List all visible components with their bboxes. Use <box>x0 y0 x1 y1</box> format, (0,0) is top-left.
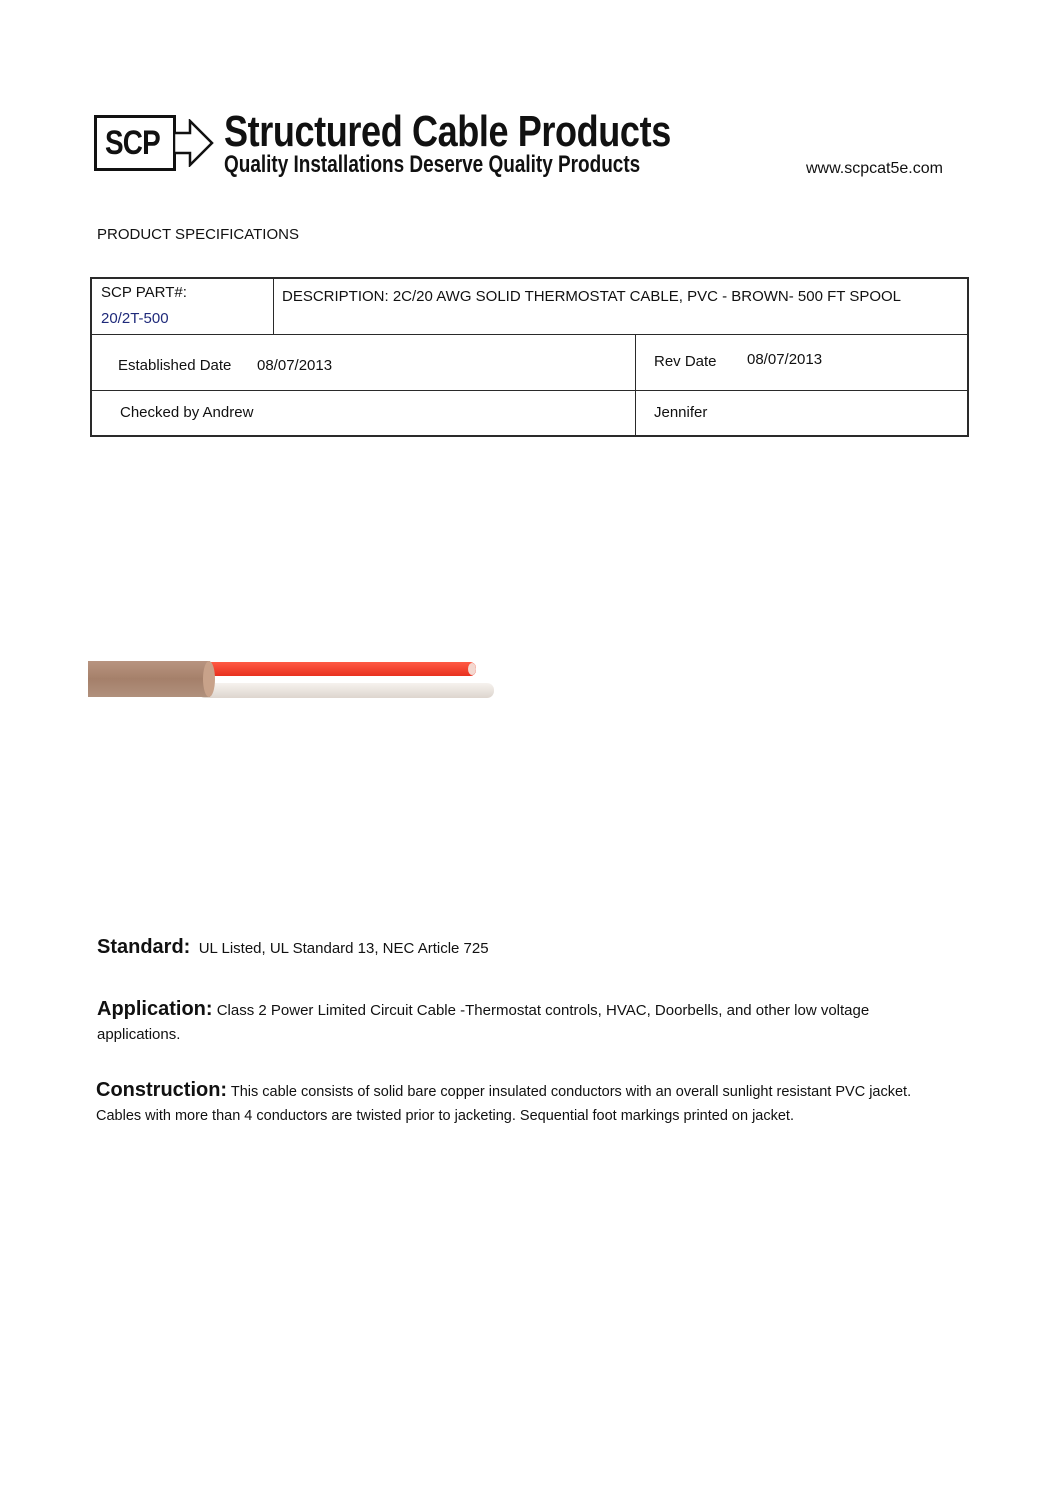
table-divider <box>92 390 967 391</box>
cable-jacket <box>88 661 215 697</box>
rev-date-value: 08/07/2013 <box>747 351 823 368</box>
product-description: DESCRIPTION: 2C/20 AWG SOLID THERMOSTAT CABLE, PVC - BROWN- 500 FT SPOOL <box>282 288 902 305</box>
company-tagline: Quality Installations Deserve Quality Products <box>224 151 641 178</box>
part-label: SCP PART#: <box>101 284 187 301</box>
arrow-icon <box>174 119 214 167</box>
company-name: Structured Cable Products <box>224 107 671 156</box>
company-logo <box>94 107 674 183</box>
application-text: Class 2 Power Limited Circuit Cable -Thermostat controls, HVAC, Doorbells, and other low voltage applications. <box>97 1002 870 1043</box>
established-date-value: 08/07/2013 <box>257 357 333 374</box>
red-conductor <box>196 662 476 676</box>
application-label: Application: <box>97 998 213 1020</box>
standard-text: UL Listed, UL Standard 13, NEC Article 725 <box>198 940 489 957</box>
construction-text: This cable consists of solid bare copper insulated conductors with an overall sunlight resistant PVC jacket. Cables with more than 4 conductors are twisted prior to jacketing. Sequential foot markings printed on jacket. <box>96 1084 912 1124</box>
page-title: PRODUCT SPECIFICATIONS <box>97 226 299 243</box>
table-divider <box>92 334 967 335</box>
logo-abbr: SCP <box>105 124 160 162</box>
standard-label: Standard: <box>97 936 191 958</box>
logo-box <box>94 115 176 171</box>
rev-date-label: Rev Date <box>654 353 717 370</box>
table-divider <box>273 279 274 335</box>
approver-name: Jennifer <box>654 404 708 421</box>
table-divider <box>635 335 636 435</box>
checked-by: Checked by Andrew <box>120 404 254 421</box>
part-number: 20/2T-500 <box>101 310 169 327</box>
construction-label: Construction: <box>96 1079 228 1101</box>
established-date-label: Established Date <box>118 357 232 374</box>
standard-section <box>97 935 917 961</box>
white-conductor <box>198 683 494 698</box>
spec-table <box>90 277 969 437</box>
product-image <box>88 640 508 710</box>
website-link[interactable]: www.scpcat5e.com <box>806 160 943 177</box>
application-section <box>97 997 887 1047</box>
construction-section <box>96 1078 916 1128</box>
